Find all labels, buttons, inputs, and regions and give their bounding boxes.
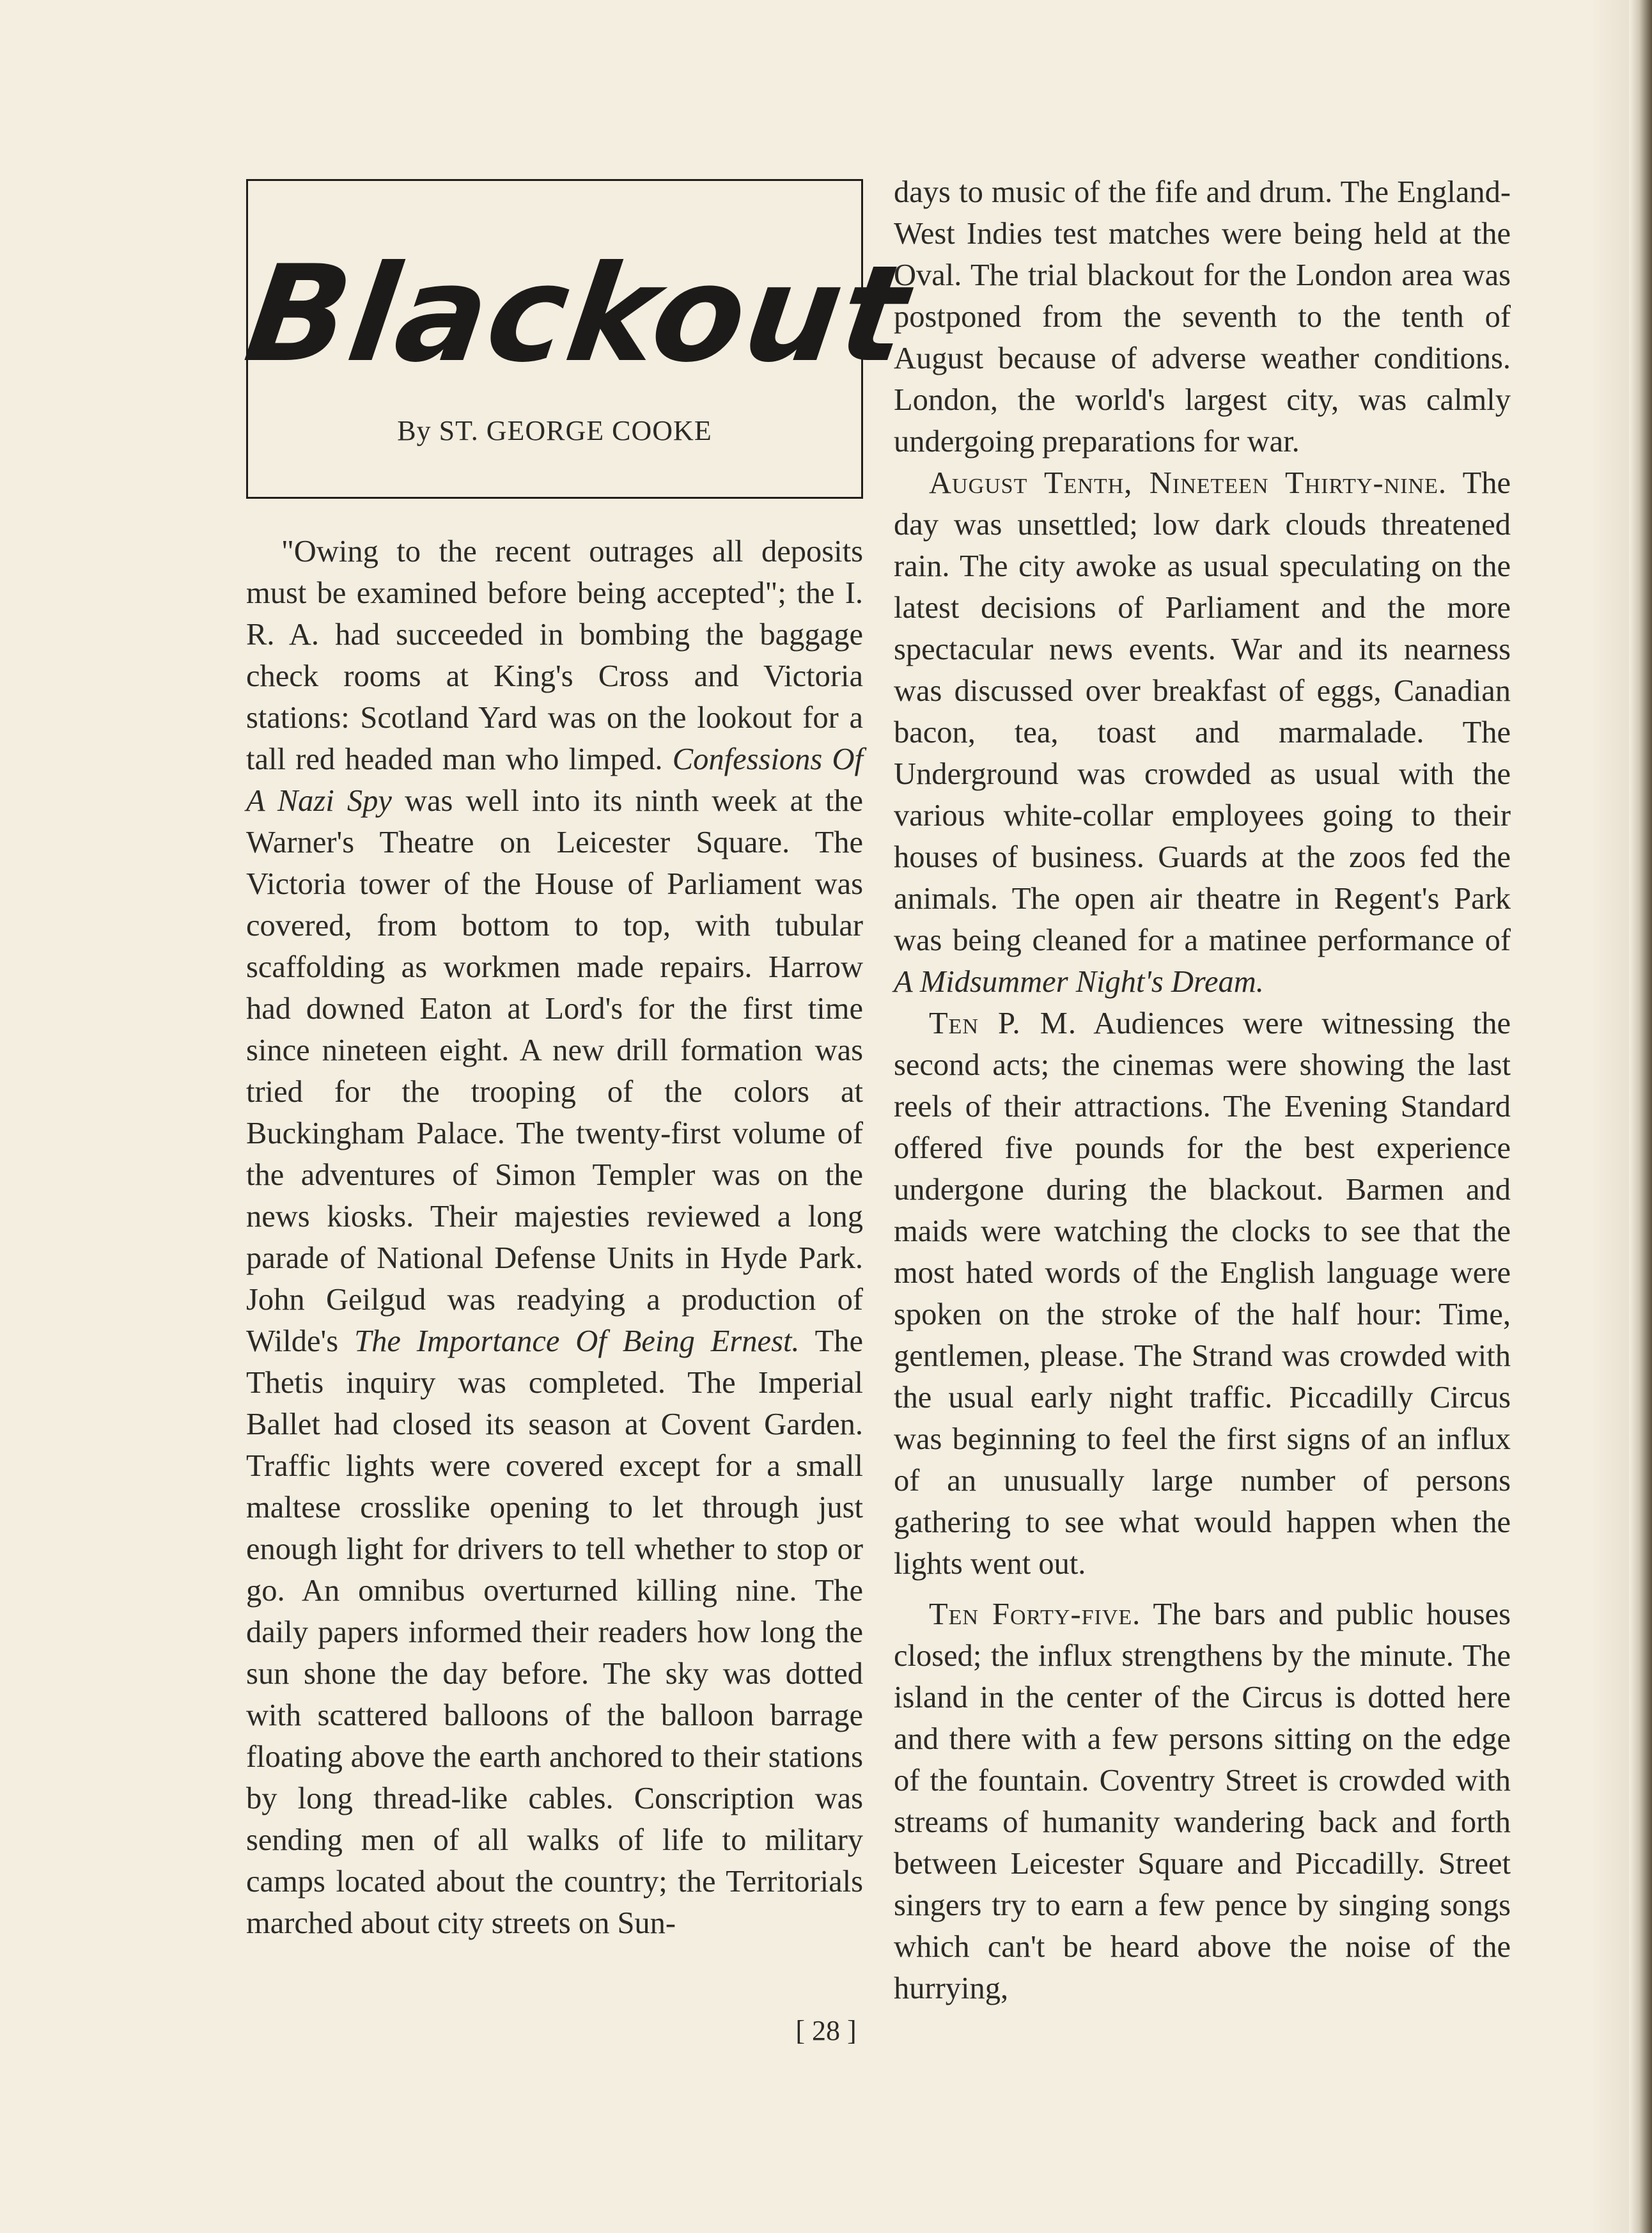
section-lead: Ten Forty-five.: [929, 1597, 1141, 1631]
text-segment: Audiences were witnessing the second acts; the cinemas were showing the last reels of their attractions. The Evening Standard offered five pounds for the best experience undergone during the blackout. Barmen and maids were watching the clocks to see that the most hated words of the English language were spoken on the stroke of the half hour: Time, gentlemen, please. The Strand was crowded with the usual early night traffic. Piccadilly Circus was beginning to feel the first signs of an influx of an unusually large number of persons gathering to see what would happen when the lights went out.: [894, 1007, 1511, 1581]
continued-paragraph: days to music of the fife and drum. The England-West Indies test matches were being held at the Oval. The trial blackout for the London area was postponed from the seventh to the tenth of August because of adverse weather conditions. London, the world's largest city, was calmly undergoing preparations for war.: [894, 175, 1511, 458]
paragraph-august-tenth: [894, 462, 1511, 1003]
text-segment: The bars and public houses closed; the influx strengthens by the minute. The island in the center of the Circus is dotted here and there with a few persons sitting on the edge of the fountain. Coventry Street is crowded with streams of humanity wandering back and forth between Leicester Square and Piccadilly. Street singers try to earn a few pence by singing songs which can't be heard above the noise of the hurrying,: [894, 1597, 1511, 2005]
title-box: [237, 179, 918, 499]
byline: By ST. GEORGE COOKE: [397, 415, 712, 446]
paragraph-ten-pm: [894, 1003, 1511, 1585]
text-segment: was well into its ninth week at the Warner's Theatre on Leicester Square. The Victoria tower of the House of Parliament was covered, from bottom to top, with tubular scaffolding as workmen made repairs. Harrow had downed Eaton at Lord's for the first time since nineteen eight. A new drill formation was tried for the trooping of the colors at Buckingham Palace. The twenty-first volume of the adventures of Simon Templer was on the news kiosks. Their majesties reviewed a long parade of National Defense Units in Hyde Park. John Geilgud was readying a production of Wilde's: [246, 784, 863, 1358]
text-segment: The day was unsettled; low dark clouds threatened rain. The city awoke as usual speculating on the latest decisions of Parliament and the more spectacular news events. War and its nearness was discussed over breakfast of eggs, Canadian bacon, tea, toast and marmalade. The Underground was crowded as usual with the various white-collar employees going to their houses of business. Guards at the zoos fed the animals. The open air theatre in Regent's Park was being cleaned for a matinee performance of: [894, 466, 1511, 957]
text-segment: "Owing to the recent outrages all deposits must be examined before being accepted"; the I. R. A. had succeeded in bombing the baggage check rooms at King's Cross and Victoria stations: Scotland Yard was on the lookout for a tall red headed man who limped.: [246, 535, 863, 776]
opening-paragraph: [246, 531, 863, 1944]
page-number: [ 28 ]: [795, 2015, 857, 2046]
article-title: Blackout: [237, 237, 918, 392]
section-lead: August Tenth, Nineteen Thirty-nine.: [929, 466, 1447, 500]
play-title: The Importance Of Being Ernest.: [354, 1324, 800, 1358]
text-segment: The Thetis inquiry was completed. The Imperial Ballet had closed its season at Covent Garden. Traffic lights were covered except for a small maltese crosslike opening to let through just enough light for drivers to tell whether to stop or go. An omnibus overturned killing nine. The daily papers informed their readers how long the sun shone the day before. The sky was dotted with scattered balloons of the balloon barrage floating above the earth anchored to their stations by long thread-like cables. Conscription was sending men of all walks of life to military camps located about the country; the Territorials marched about city streets on Sun-: [246, 1324, 864, 1940]
page-edge: [1629, 0, 1652, 2233]
left-column: [246, 531, 863, 1944]
play-title: A Midsummer Night's Dream.: [894, 965, 1264, 999]
section-lead: Ten P. M.: [929, 1007, 1077, 1040]
page-gutter-shadow: [1591, 0, 1629, 2233]
film-title: Confessions Of A Nazi Spy: [246, 742, 864, 818]
paragraph-ten-forty-five: [894, 1594, 1511, 2009]
right-column: [894, 171, 1511, 2009]
